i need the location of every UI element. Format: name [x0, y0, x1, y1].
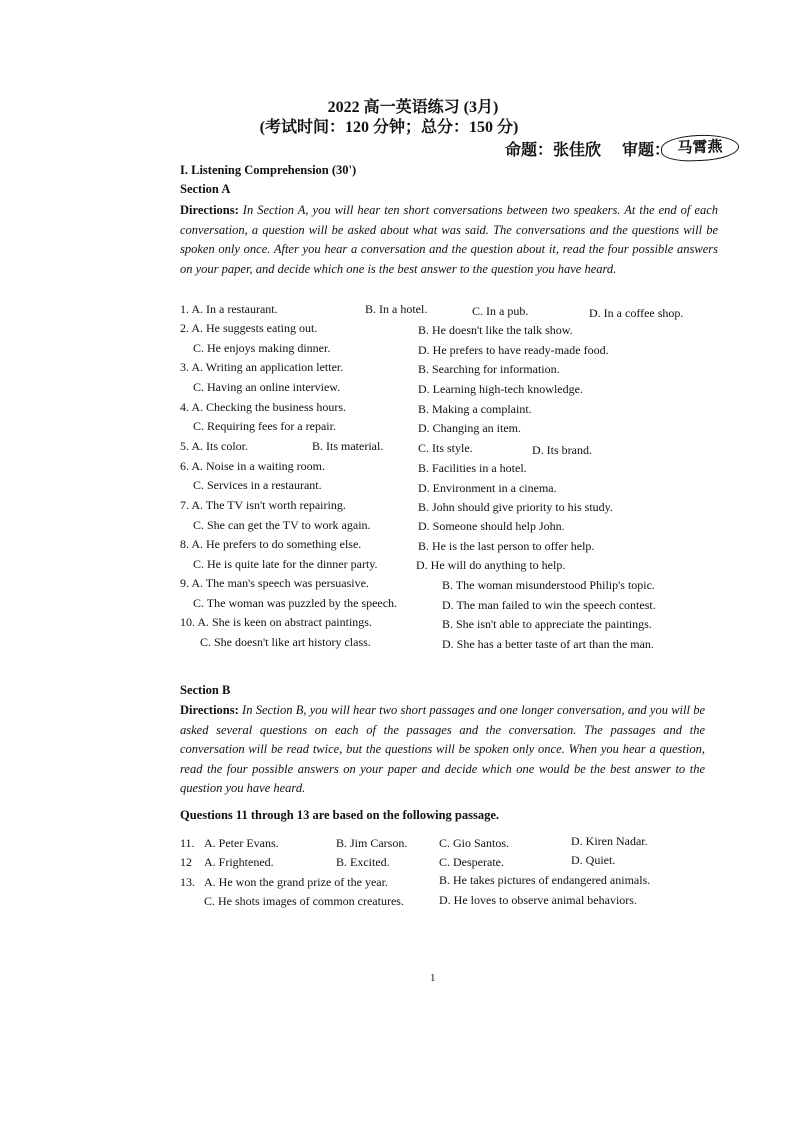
q6-option-d: D. Environment in a cinema.	[418, 481, 557, 495]
q1-option-d: D. In a coffee shop.	[589, 306, 684, 320]
q13-option-a: A. He won the grand prize of the year.	[204, 875, 388, 889]
q13-option-d: D. He loves to observe animal behaviors.	[439, 893, 637, 907]
q3-option-b: B. Searching for information.	[418, 362, 560, 376]
q2-option-d: D. He prefers to have ready-made food.	[418, 343, 609, 357]
q5-option-b: B. Its material.	[312, 439, 384, 453]
q1-option-a: 1. A. In a restaurant.	[180, 302, 278, 316]
page-number: 1	[430, 972, 436, 984]
q13-option-c: C. He shots images of common creatures.	[204, 894, 404, 908]
q4-option-d: D. Changing an item.	[418, 421, 521, 435]
q7-option-c: C. She can get the TV to work again.	[193, 518, 371, 532]
q11-option-c: C. Gio Santos.	[439, 836, 510, 850]
q12-option-c: C. Desperate.	[439, 855, 504, 869]
q5-option-c: C. Its style.	[418, 441, 473, 455]
passage-heading: Questions 11 through 13 are based on the following passage.	[180, 808, 500, 822]
q7-option-b: B. John should give priority to his study.	[418, 500, 613, 514]
exam-title: 2022 高一英语练习 (3月)	[327, 99, 499, 116]
q11-option-b: B. Jim Carson.	[336, 836, 408, 850]
q6-option-c: C. Services in a restaurant.	[193, 478, 322, 492]
q12-number: 12	[180, 855, 192, 869]
q4-option-c: C. Requiring fees for a repair.	[193, 419, 336, 433]
q9-option-b: B. The woman misunderstood Philip's topic.	[442, 578, 655, 592]
part-heading: I. Listening Comprehension (30')	[180, 163, 357, 177]
directions-label: Directions:	[180, 703, 239, 717]
q7-option-d: D. Someone should help John.	[418, 519, 565, 533]
q5-option-a: 5. A. Its color.	[180, 439, 248, 453]
reviewer-label: 审题：	[622, 142, 671, 159]
q11-option-d: D. Kiren Nadar.	[571, 834, 648, 848]
section-b-directions	[180, 701, 705, 799]
q9-option-a: 9. A. The man's speech was persuasive.	[180, 576, 369, 590]
q2-option-b: B. He doesn't like the talk show.	[418, 323, 573, 337]
q3-option-d: D. Learning high-tech knowledge.	[418, 382, 583, 396]
q6-option-b: B. Facilities in a hotel.	[418, 461, 527, 475]
q10-option-d: D. She has a better taste of art than the man.	[442, 637, 654, 651]
q4-option-a: 4. A. Checking the business hours.	[180, 400, 346, 414]
q13-number: 13.	[180, 875, 195, 889]
q1-option-c: C. In a pub.	[472, 304, 529, 318]
q10-option-b: B. She isn't able to appreciate the paintings.	[442, 617, 652, 631]
q5-option-d: D. Its brand.	[532, 443, 592, 457]
q10-option-c: C. She doesn't like art history class.	[200, 635, 371, 649]
section-a-heading: Section A	[180, 182, 231, 196]
q8-option-b: B. He is the last person to offer help.	[418, 539, 595, 553]
section-b-heading: Section B	[180, 683, 231, 697]
q12-option-d: D. Quiet.	[571, 853, 616, 867]
section-a-directions	[180, 201, 718, 279]
q11-option-a: A. Peter Evans.	[204, 836, 279, 850]
exam-subtitle: (考试时间：120 分钟；总分：150 分)	[259, 119, 519, 136]
author-line: 命题：张佳欣	[505, 142, 602, 159]
directions-text: In Section B, you will hear two short passages and one longer conversation, and you will be asked several questions on each of the passages and the conversation. The passages and the conversation will be read twice, but the questions will be spoken only once. When you hear a question, read the four possible answers on your paper and decide which one would be the best answer to the question you have heard.	[180, 703, 705, 795]
q11-number: 11.	[180, 836, 195, 850]
q8-option-d: D. He will do anything to help.	[416, 558, 566, 572]
q12-option-b: B. Excited.	[336, 855, 390, 869]
reviewer-signature: 马霄燕	[661, 134, 740, 163]
q4-option-b: B. Making a complaint.	[418, 402, 532, 416]
q3-option-c: C. Having an online interview.	[193, 380, 341, 394]
q9-option-c: C. The woman was puzzled by the speech.	[193, 596, 398, 610]
q7-option-a: 7. A. The TV isn't worth repairing.	[180, 498, 346, 512]
q9-option-d: D. The man failed to win the speech contest.	[442, 598, 656, 612]
q8-option-c: C. He is quite late for the dinner party.	[193, 557, 378, 571]
q10-option-a: 10. A. She is keen on abstract paintings.	[180, 615, 372, 629]
q13-option-b: B. He takes pictures of endangered animals.	[439, 873, 651, 887]
q2-option-c: C. He enjoys making dinner.	[193, 341, 331, 355]
q3-option-a: 3. A. Writing an application letter.	[180, 360, 344, 374]
directions-text: In Section A, you will hear ten short conversations between two speakers. At the end of each conversation, a question will be asked about what was said. The conversations and the questions will be spoken only once. After you hear a conversation and the question about it, read the four possible answers on your paper, and decide which one is the best answer to the question you have heard.	[180, 203, 718, 276]
q12-option-a: A. Frightened.	[204, 855, 274, 869]
q8-option-a: 8. A. He prefers to do something else.	[180, 537, 362, 551]
q6-option-a: 6. A. Noise in a waiting room.	[180, 459, 325, 473]
directions-label: Directions:	[180, 203, 239, 217]
q1-option-b: B. In a hotel.	[365, 302, 428, 316]
q2-option-a: 2. A. He suggests eating out.	[180, 321, 318, 335]
